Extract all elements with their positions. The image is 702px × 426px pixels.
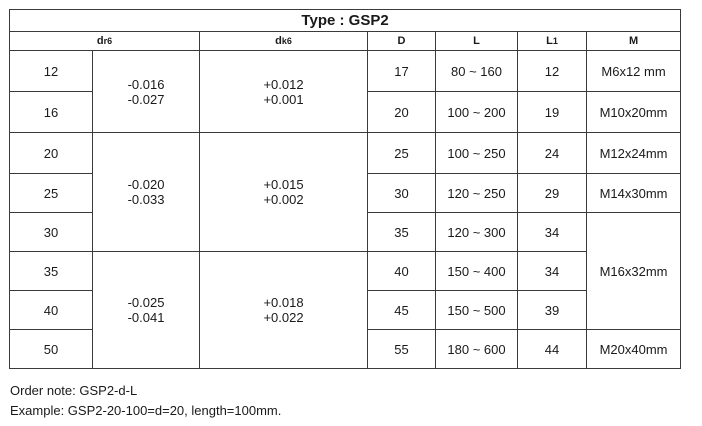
cell-D: 40 xyxy=(368,252,436,291)
order-note: Order note: GSP2-d-L xyxy=(10,383,138,398)
cell-L1: 12 xyxy=(518,51,587,92)
cell-d: 25 xyxy=(10,174,93,213)
cell-M: M12x24mm xyxy=(587,133,681,174)
header-d-k6 xyxy=(200,32,368,51)
cell-d: 16 xyxy=(10,92,93,133)
cell-d: 35 xyxy=(10,252,93,291)
cell-L: 100 ~ 200 xyxy=(436,92,518,133)
table-row xyxy=(10,51,681,92)
cell-D: 25 xyxy=(368,133,436,174)
cell-d: 12 xyxy=(10,51,93,92)
table-row xyxy=(10,252,681,291)
table-row xyxy=(10,133,681,174)
header-dk-sub: k6 xyxy=(281,35,292,46)
header-L1-sub: 1 xyxy=(552,35,558,46)
cell-M: M16x32mm xyxy=(587,213,681,330)
cell-L1: 19 xyxy=(518,92,587,133)
tolerance-lower: +0.022 xyxy=(263,310,304,325)
cell-D: 17 xyxy=(368,51,436,92)
cell-d: 30 xyxy=(10,213,93,252)
header-d-r6 xyxy=(10,32,200,51)
cell-L1: 39 xyxy=(518,291,587,330)
header-d-main: d xyxy=(96,34,104,47)
tolerance-lower: -0.027 xyxy=(127,91,165,107)
cell-L: 150 ~ 500 xyxy=(436,291,518,330)
cell-L: 100 ~ 250 xyxy=(436,133,518,174)
cell-dk6-tolerance xyxy=(200,133,368,252)
cell-d: 20 xyxy=(10,133,93,174)
table-title: Type : GSP2 xyxy=(10,10,681,32)
order-example: Example: GSP2-20-100=d=20, length=100mm. xyxy=(10,403,282,418)
cell-L1: 34 xyxy=(518,213,587,252)
tolerance-lower: -0.033 xyxy=(127,192,165,207)
cell-dr6-tolerance xyxy=(93,133,200,252)
header-D: D xyxy=(368,32,436,51)
cell-dk6-tolerance xyxy=(200,51,368,133)
spec-table xyxy=(9,9,681,369)
cell-D: 55 xyxy=(368,330,436,369)
cell-L: 150 ~ 400 xyxy=(436,252,518,291)
cell-D: 20 xyxy=(368,92,436,133)
tolerance-lower: +0.001 xyxy=(263,91,304,107)
cell-L1: 44 xyxy=(518,330,587,369)
cell-dk6-tolerance xyxy=(200,252,368,369)
order-notes xyxy=(10,381,281,421)
tolerance-upper: -0.020 xyxy=(127,177,165,192)
cell-D: 30 xyxy=(368,174,436,213)
cell-d: 50 xyxy=(10,330,93,369)
cell-L1: 34 xyxy=(518,252,587,291)
cell-D: 35 xyxy=(368,213,436,252)
cell-L1: 24 xyxy=(518,133,587,174)
cell-L: 120 ~ 300 xyxy=(436,213,518,252)
header-L1 xyxy=(518,32,587,51)
cell-L: 80 ~ 160 xyxy=(436,51,518,92)
cell-dr6-tolerance xyxy=(93,252,200,369)
cell-dr6-tolerance xyxy=(93,51,200,133)
header-L: L xyxy=(436,32,518,51)
tolerance-upper: +0.018 xyxy=(263,295,304,310)
tolerance-lower: +0.002 xyxy=(263,192,304,207)
cell-M: M20x40mm xyxy=(587,330,681,369)
tolerance-upper: -0.025 xyxy=(127,295,165,310)
cell-L: 120 ~ 250 xyxy=(436,174,518,213)
cell-M: M10x20mm xyxy=(587,92,681,133)
header-d-sub: r6 xyxy=(103,35,113,46)
header-dk-main: d xyxy=(275,34,282,47)
cell-M: M6x12 mm xyxy=(587,51,681,92)
tolerance-upper: -0.016 xyxy=(127,76,165,92)
cell-L1: 29 xyxy=(518,174,587,213)
cell-L: 180 ~ 600 xyxy=(436,330,518,369)
tolerance-upper: +0.015 xyxy=(263,177,304,192)
tolerance-upper: +0.012 xyxy=(263,76,304,92)
tolerance-lower: -0.041 xyxy=(127,310,165,325)
header-L1-main: L xyxy=(546,34,553,47)
cell-M: M14x30mm xyxy=(587,174,681,213)
header-M: M xyxy=(587,32,681,51)
cell-d: 40 xyxy=(10,291,93,330)
cell-D: 45 xyxy=(368,291,436,330)
